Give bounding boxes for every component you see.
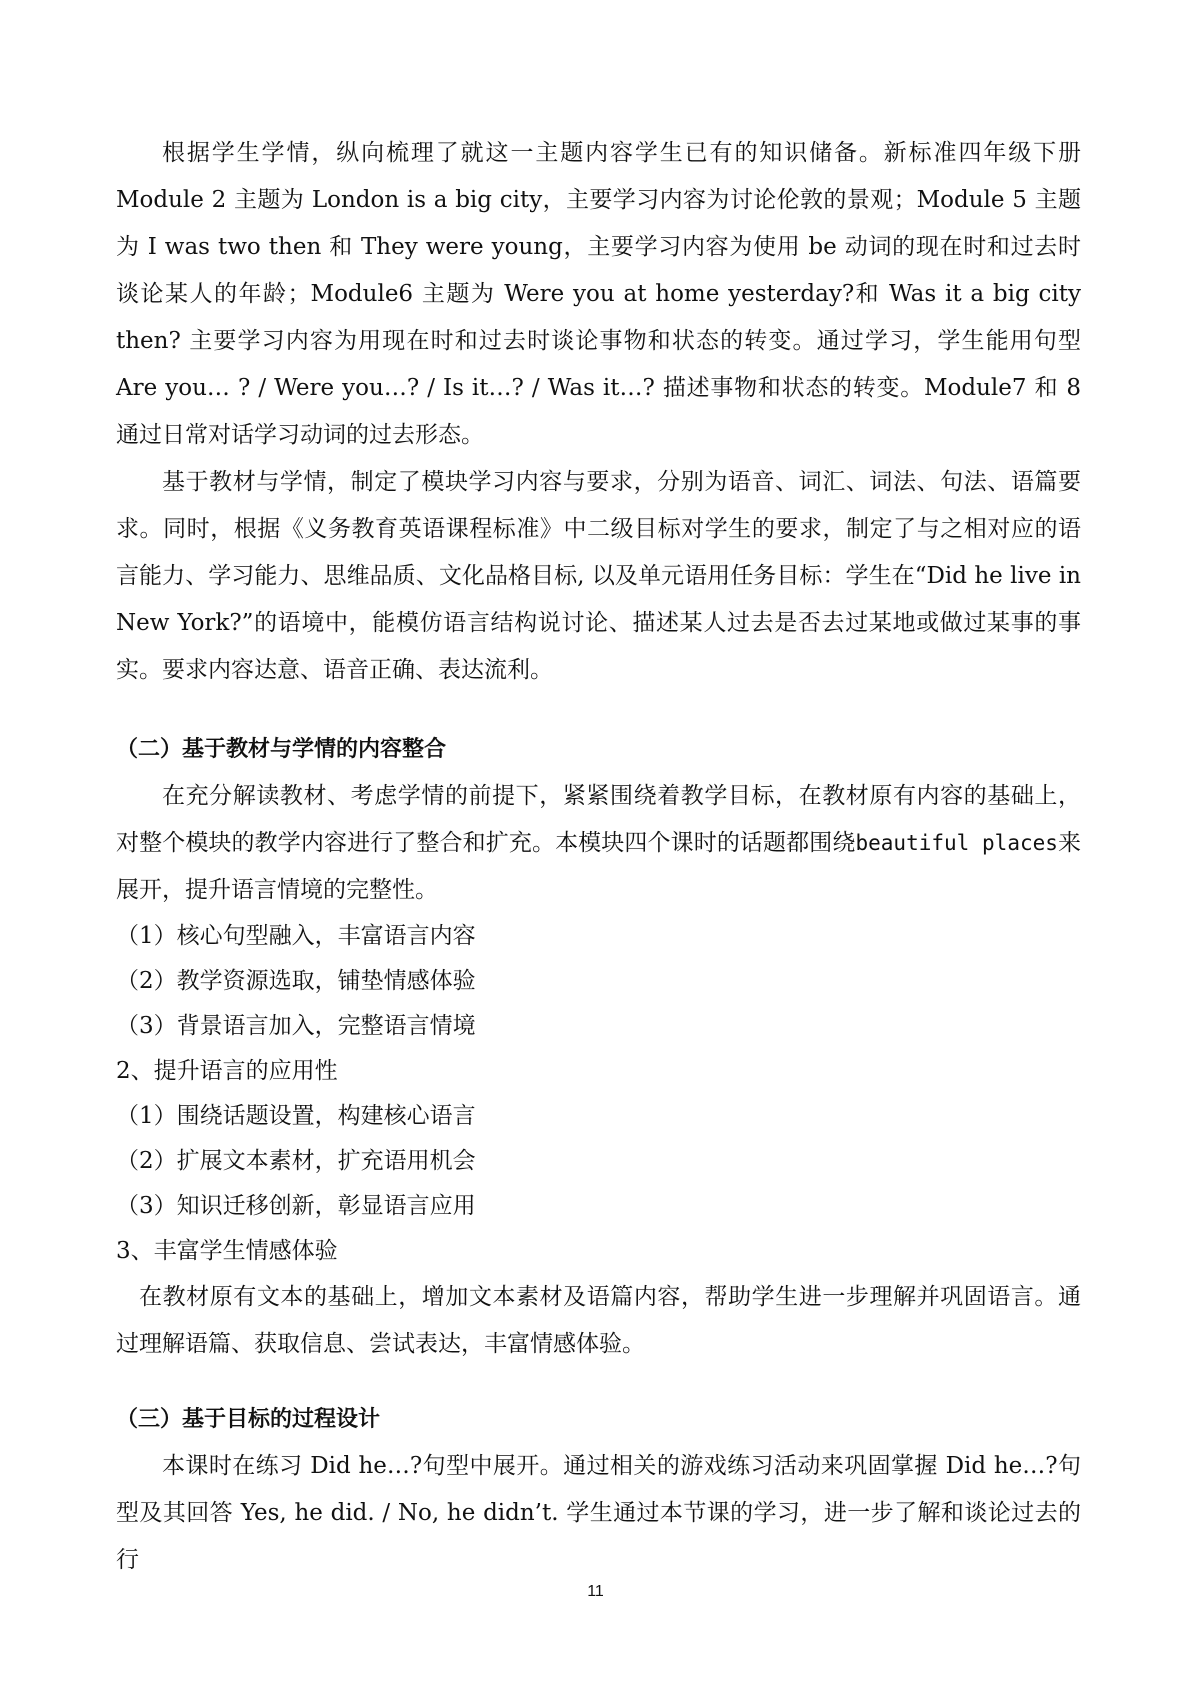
subsection-title: 2、提升语言的应用性 bbox=[116, 1058, 338, 1084]
paragraph-module-goals: 基于教材与学情，制定了模块学习内容与要求，分别为语音、词汇、词法、句法、语篇要求。同时，根据《义务教育英语课程标准》中二级目标对学生的要求，制定了与之相对应的语言能力、学习能力、思维品质、文化品格目标, 以及单元语用任务目标：学生在“Did he live in New York?”的语境中，能模仿语言结构说讨论、描述某人过去是否去过某地或做过某事的事实。要求内容达意、语音正确、表达流利。 bbox=[116, 469, 1081, 683]
paragraph-prior-knowledge: 根据学生学情，纵向梳理了就这一主题内容学生已有的知识储备。新标准四年级下册Module 2 主题为 London is a big city，主要学习内容为讨论伦敦的景观；Module 5 主题为 I was two then 和 They were young，主要学习内容为使用 be 动词的现在时和过去时谈论某人的年龄；Module6 主题为 Were you at home yesterday?和 Was it a big city then? 主要学习内容为用现在时和过去时谈论事物和状态的转变。通过学习，学生能用句型 Are you… ? / Were you…? / Is it…? / Was it…? 描述事物和状态的转变。Module7 和 8 通过日常对话学习动词的过去形态。 bbox=[116, 140, 1081, 448]
page-number: 11 bbox=[587, 1583, 604, 1600]
paragraph-text-b: 来展开，提升语言情境的完整性。 bbox=[116, 830, 1082, 903]
list-item: （3）知识迁移创新，彰显语言应用 bbox=[116, 1193, 476, 1219]
paragraph-emotional-experience: 在教材原有文本的基础上，增加文本素材及语篇内容，帮助学生进一步理解并巩固语言。通过理解语篇、获取信息、尝试表达，丰富情感体验。 bbox=[116, 1284, 1081, 1357]
paragraph-content-integration bbox=[116, 773, 1081, 914]
list-item: （2）扩展文本素材，扩充语用机会 bbox=[116, 1148, 476, 1174]
paragraph-text-a: 在充分解读教材、考虑学情的前提下，紧紧围绕着教学目标，在教材原有内容的基础上，对整个模块的教学内容进行了整合和扩充。本模块四个课时的话题都围绕 bbox=[116, 783, 1081, 856]
list-item: （3）背景语言加入，完整语言情境 bbox=[116, 1013, 476, 1039]
subsection-title: 3、丰富学生情感体验 bbox=[116, 1238, 338, 1264]
paragraph-process-design: 本课时在练习 Did he…?句型中展开。通过相关的游戏练习活动来巩固掌握 Did he…?句型及其回答 Yes, he did. / No, he didn’t. 学生通过本节课的学习，进一步了解和谈论过去的行 bbox=[116, 1453, 1081, 1573]
page-content bbox=[116, 130, 1081, 1584]
section-heading-process-design: （三）基于目标的过程设计 bbox=[116, 1406, 381, 1432]
section-heading-content-integration: （二）基于教材与学情的内容整合 bbox=[116, 736, 447, 762]
list-item: （2）教学资源选取，铺垫情感体验 bbox=[116, 968, 476, 994]
code-phrase: beautiful places bbox=[855, 831, 1058, 855]
list-item: （1）围绕话题设置，构建核心语言 bbox=[116, 1103, 476, 1129]
list-item: （1）核心句型融入，丰富语言内容 bbox=[116, 923, 476, 949]
